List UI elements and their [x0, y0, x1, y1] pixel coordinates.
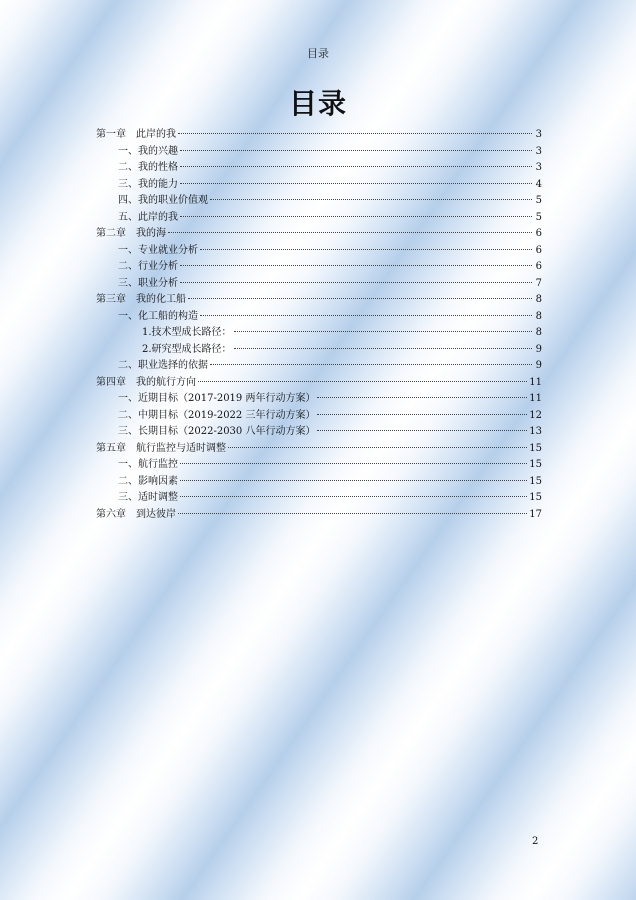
toc-entry-page: 9 [535, 360, 542, 371]
page-number: 2 [532, 836, 539, 847]
toc-entry[interactable] [96, 391, 542, 408]
toc-dot-leader [180, 183, 532, 184]
toc-entry-page: 11 [529, 393, 542, 404]
toc-entry-label: 第二章 我的海 [96, 228, 166, 239]
toc-entry[interactable] [96, 292, 542, 309]
toc-entry-page: 17 [529, 508, 542, 520]
toc-entry-label: 一、我的兴趣 [118, 145, 178, 157]
toc-entry-label: 一、化工船的构造 [118, 310, 198, 322]
toc-dot-leader [180, 480, 527, 481]
toc-entry-label: 二、我的性格 [118, 162, 178, 173]
toc-entry[interactable] [96, 375, 542, 392]
toc-entry-label: 一、航行监控 [118, 459, 178, 470]
toc-entry[interactable] [96, 408, 542, 425]
toc-entry[interactable] [96, 127, 542, 144]
toc-dot-leader [200, 249, 532, 250]
toc-entry[interactable] [96, 243, 542, 260]
toc-entry-page: 6 [535, 244, 542, 256]
toc-entry-page: 6 [535, 261, 542, 272]
toc-dot-leader [228, 447, 527, 448]
toc-entry-page: 11 [529, 376, 542, 388]
toc-dot-leader [317, 397, 527, 398]
toc-entry[interactable] [96, 226, 542, 243]
toc-entry-label: 二、影响因素 [118, 475, 178, 487]
toc-entry-label: 三、长期目标（2022-2030 八年行动方案） [118, 426, 316, 437]
toc-dot-leader [200, 315, 532, 316]
toc-entry-page: 15 [529, 459, 542, 470]
toc-entry[interactable] [96, 474, 542, 491]
toc-dot-leader [317, 414, 527, 415]
toc-entry-label: 2.研究型成长路径： [142, 343, 232, 355]
toc-entry-label: 三、我的能力 [118, 178, 178, 190]
toc-entry-label: 第三章 我的化工船 [96, 294, 186, 305]
toc-dot-leader [180, 216, 532, 217]
toc-entry-label: 二、中期目标（2019-2022 三年行动方案） [118, 409, 316, 421]
toc-dot-leader [180, 265, 532, 266]
toc-entry[interactable] [96, 259, 542, 276]
toc-dot-leader [234, 331, 532, 332]
toc-entry-page: 8 [535, 294, 542, 305]
toc-dot-leader [317, 430, 527, 431]
toc-entry[interactable] [96, 424, 542, 441]
toc-entry-page: 15 [529, 492, 542, 503]
toc-entry-page: 6 [535, 228, 542, 239]
toc-entry-label: 一、专业就业分析 [118, 244, 198, 256]
toc-entry-page: 5 [535, 211, 542, 223]
toc-entry-page: 3 [535, 129, 542, 140]
toc-dot-leader [180, 463, 527, 464]
toc-entry-label: 第五章 航行监控与适时调整 [96, 442, 226, 454]
toc-dot-leader [180, 496, 527, 497]
toc-entry-label: 五、此岸的我 [118, 211, 178, 223]
toc-entry-label: 第一章 此岸的我 [96, 129, 176, 140]
toc-entry-page: 8 [535, 327, 542, 338]
toc-entry-label: 第六章 到达彼岸 [96, 508, 176, 520]
toc-entry[interactable] [96, 325, 542, 342]
toc-entry-page: 9 [535, 343, 542, 355]
toc-entry[interactable] [96, 507, 542, 524]
toc-entry[interactable] [96, 210, 542, 227]
toc-entry[interactable] [96, 490, 542, 507]
running-header: 目录 [307, 47, 329, 60]
toc-entry[interactable] [96, 144, 542, 161]
toc-entry-page: 13 [529, 426, 542, 437]
toc-entry-label: 四、我的职业价值观 [118, 195, 208, 206]
toc-dot-leader [178, 513, 527, 514]
toc-entry-page: 5 [535, 195, 542, 206]
toc-dot-leader [188, 298, 532, 299]
toc-dot-leader [180, 282, 532, 283]
toc-entry-label: 三、职业分析 [118, 277, 178, 289]
toc-entry[interactable] [96, 193, 542, 210]
toc-entry-page: 7 [535, 277, 542, 289]
toc-entry-page: 3 [535, 162, 542, 173]
toc-entry[interactable] [96, 276, 542, 293]
toc-entry-label: 二、职业选择的依据 [118, 360, 208, 371]
toc-entry-page: 4 [535, 178, 542, 190]
toc-entry[interactable] [96, 177, 542, 194]
toc-entry-label: 二、行业分析 [118, 261, 178, 272]
toc-dot-leader [180, 166, 532, 167]
toc-dot-leader [168, 232, 532, 233]
toc-entry[interactable] [96, 342, 542, 359]
toc-entry-page: 3 [535, 145, 542, 157]
toc-dot-leader [180, 150, 532, 151]
toc-dot-leader [210, 199, 532, 200]
page-title: 目录 [288, 87, 347, 120]
toc-entry-page: 12 [529, 409, 542, 421]
toc-entry-label: 三、适时调整 [118, 492, 178, 503]
toc-entry-page: 15 [529, 442, 542, 454]
toc-entry-page: 8 [535, 310, 542, 322]
toc-entry-label: 第四章 我的航行方向 [96, 376, 196, 388]
table-of-contents [96, 127, 542, 523]
toc-dot-leader [210, 364, 532, 365]
toc-entry-label: 1.技术型成长路径： [142, 327, 232, 338]
toc-entry[interactable] [96, 160, 542, 177]
toc-entry-page: 15 [529, 475, 542, 487]
toc-dot-leader [198, 381, 527, 382]
toc-entry[interactable] [96, 358, 542, 375]
toc-entry[interactable] [96, 441, 542, 458]
toc-entry[interactable] [96, 457, 542, 474]
toc-entry[interactable] [96, 309, 542, 326]
toc-dot-leader [234, 348, 532, 349]
toc-entry-label: 一、近期目标（2017-2019 两年行动方案） [118, 393, 316, 404]
toc-dot-leader [178, 133, 532, 134]
